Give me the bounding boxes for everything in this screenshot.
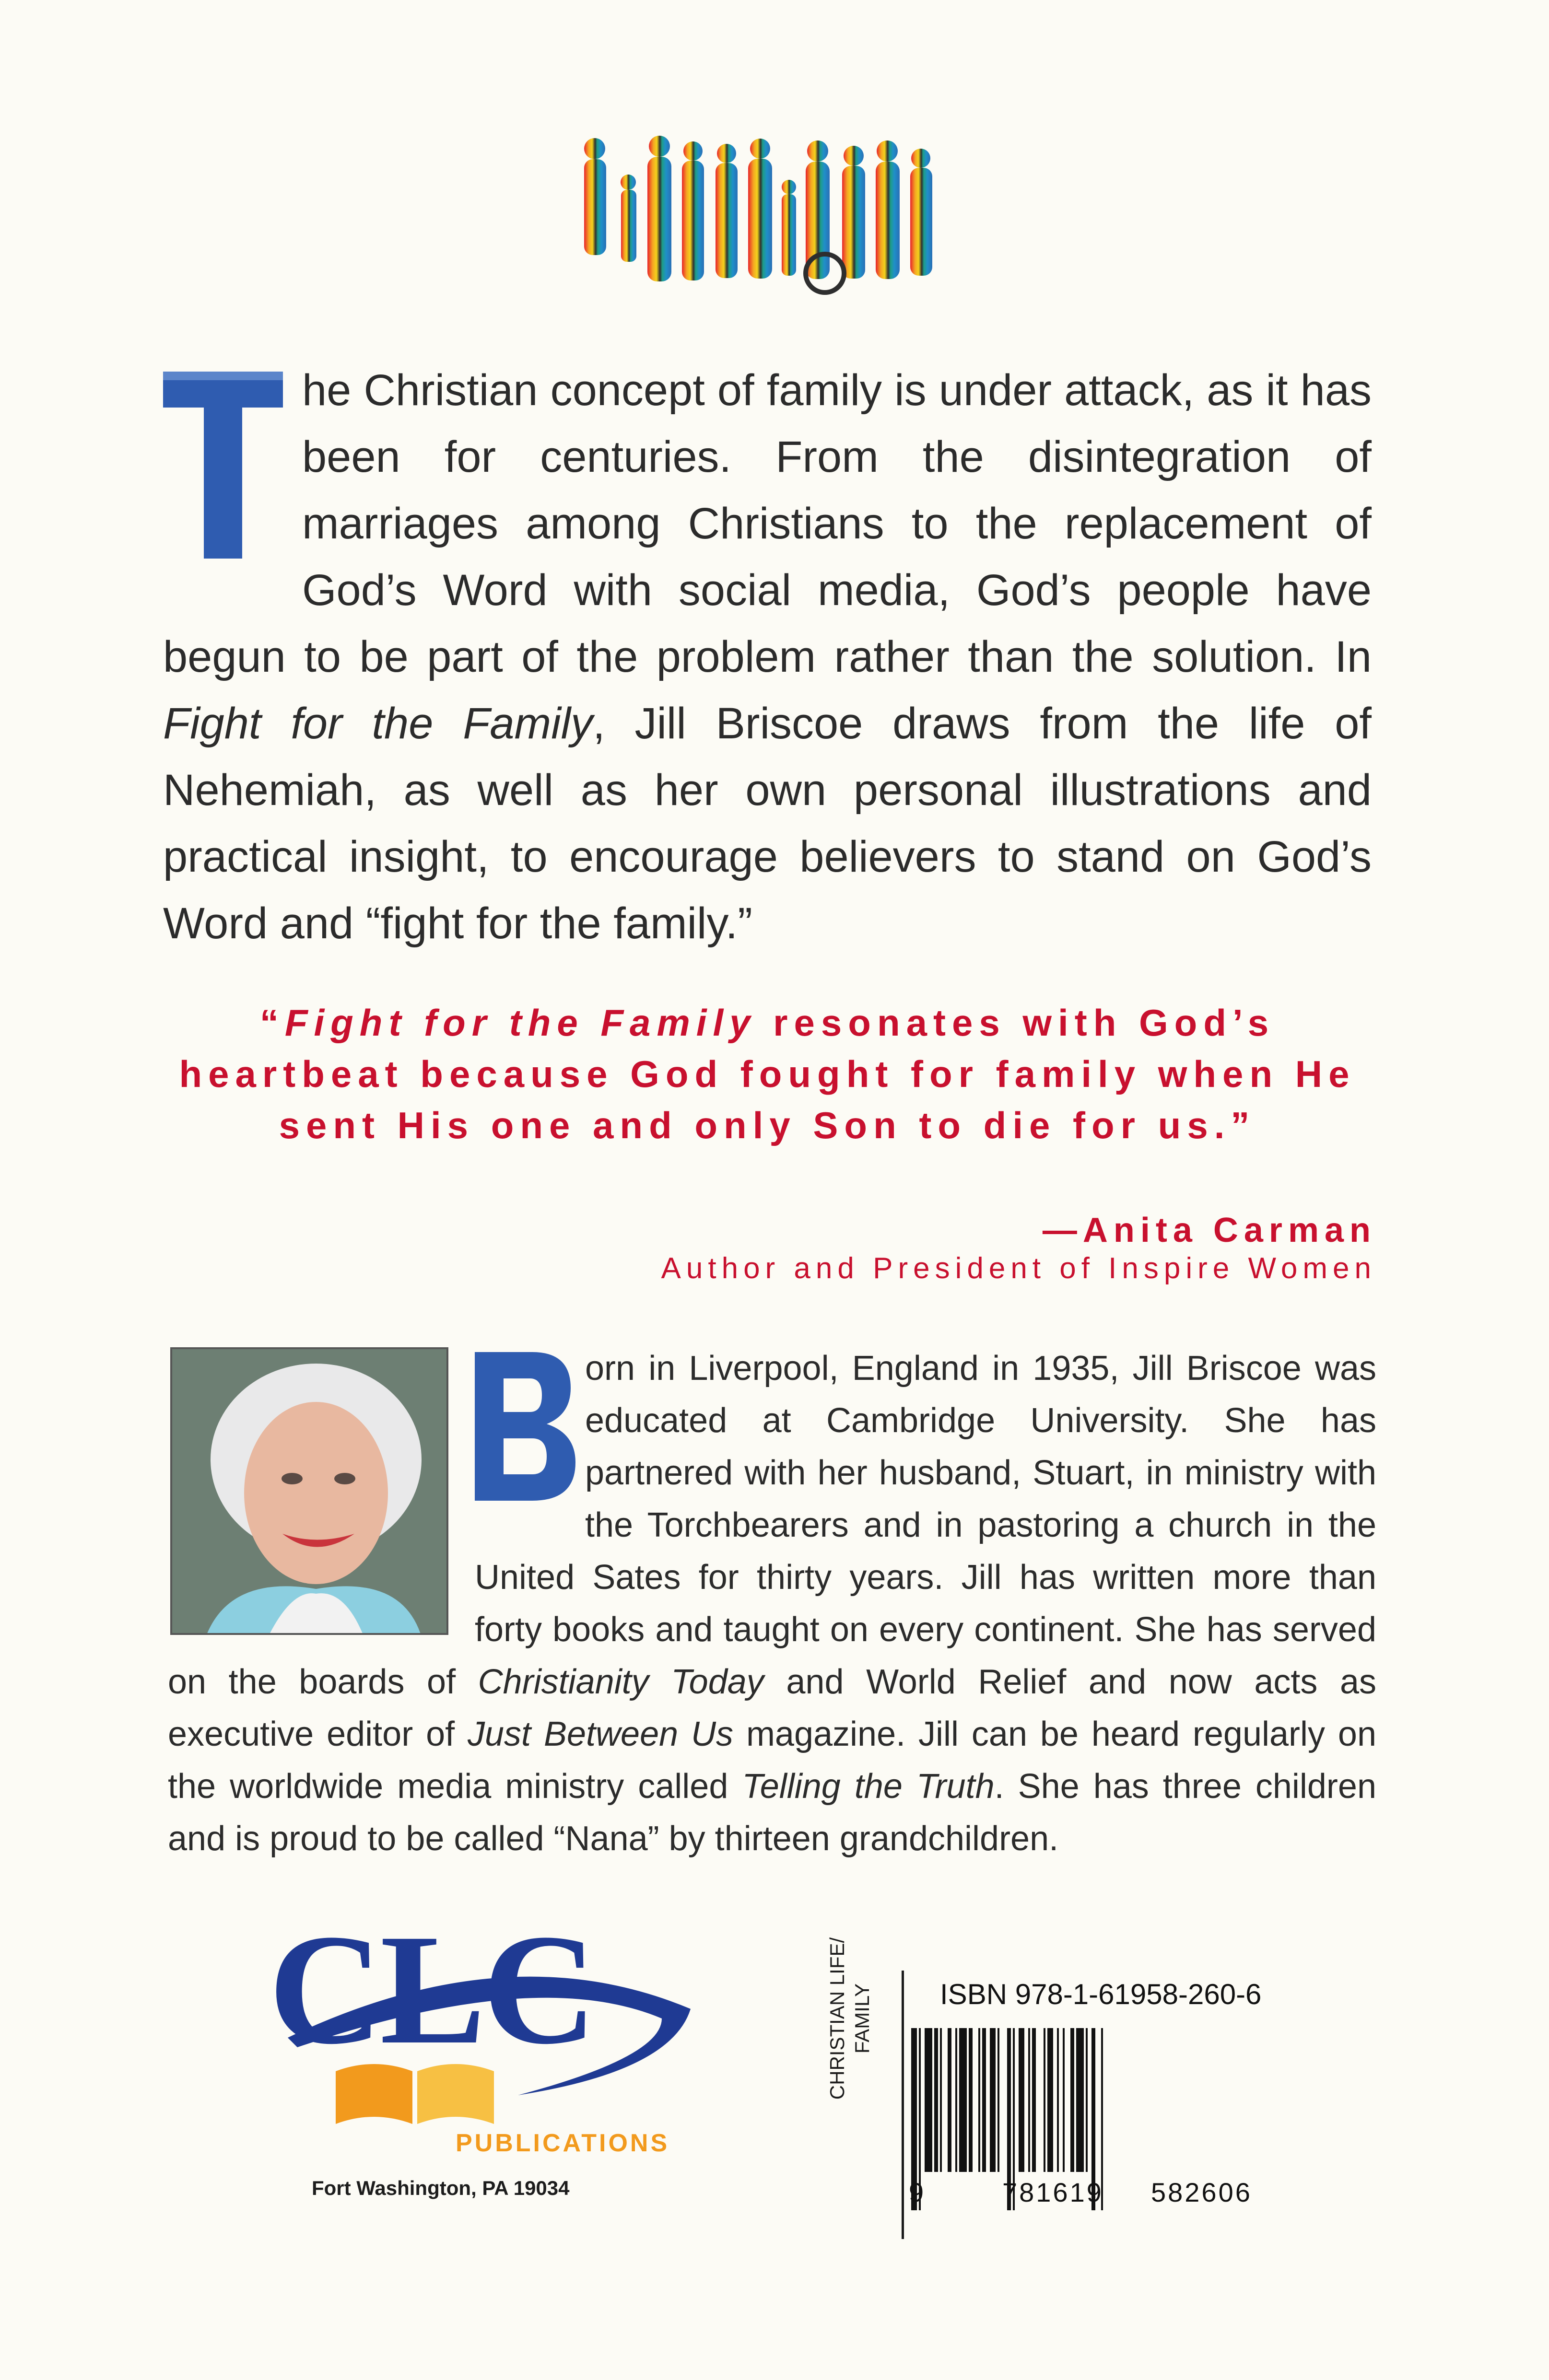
quote-text: resonates with God’s heartbeat because God fought for family when He sent His one and only Son to die for us.”	[179, 1002, 1356, 1146]
barcode-bar	[940, 2028, 942, 2172]
barcode-bar	[969, 2028, 973, 2172]
barcode-bar	[978, 2028, 980, 2172]
quote-book-title: Fight for the Family	[284, 1002, 757, 1044]
barcode-bar	[959, 2028, 967, 2172]
bio-text-4: . She has three children and is proud to be called “Nana” by thirteen grandchildren.	[168, 1767, 1376, 1858]
bio-italic-3: Telling the Truth	[742, 1767, 995, 1806]
category-label	[825, 1918, 902, 2119]
dropcap-b	[475, 1352, 575, 1501]
barcode-bar	[1032, 2028, 1036, 2172]
barcode-bar	[948, 2028, 951, 2172]
barcode-bar	[925, 2028, 932, 2172]
isbn-number: ISBN 978-1-61958-260-6	[940, 1978, 1262, 2010]
barcode-bar	[1076, 2028, 1084, 2172]
bio-text-2: and World Relief and now acts as executive editor of	[168, 1663, 1376, 1753]
photo-spacer	[168, 1342, 475, 1654]
bio-italic-2: Just Between Us	[468, 1715, 734, 1753]
barcode-bar	[1063, 2028, 1065, 2172]
description-paragraph	[163, 357, 1372, 957]
publisher-name: CLC	[269, 1902, 594, 2077]
barcode-bar	[1028, 2028, 1030, 2172]
author-bio	[168, 1342, 1376, 1865]
endorser-name: —Anita Carman	[1042, 1211, 1376, 1249]
barcode-bar	[1019, 2028, 1024, 2172]
publisher-city: Fort Washington, PA 19034	[312, 2177, 570, 2199]
category-line-1: CHRISTIAN LIFE/	[826, 1937, 848, 2100]
intro-text-1: he Christian concept of family is under attack, as it has been for centuries. From the disintegration of marriages among Christians to the replacement of God’s Word with social media, God’s people have begun to be part of the problem rather than the solution. In	[163, 366, 1372, 681]
barcode-bar	[1070, 2028, 1074, 2172]
barcode-divider	[902, 1971, 904, 2239]
barcode-bar	[1047, 2028, 1053, 2172]
barcode-bar	[1086, 2028, 1088, 2172]
barcode-bar	[1044, 2028, 1045, 2172]
endorser-role: Author and President of Inspire Women	[661, 1252, 1376, 1285]
barcode-bar	[955, 2028, 957, 2172]
barcode-bar	[982, 2028, 986, 2172]
bio-text-1: orn in Liverpool, England in 1935, Jill Briscoe was educated at Cambridge University. She has partnered with her husband, Stuart, in ministry with the Torchbearers and in pastoring a church in the United Sates for thirty years. Jill has written more than forty books and taught on every continent. She has served on the boards of	[168, 1349, 1376, 1701]
family-silhouettes-illustration	[575, 129, 950, 302]
endorsement-quote	[158, 997, 1376, 1151]
bio-italic-1: Christianity Today	[478, 1663, 764, 1701]
publisher-division: PUBLICATIONS	[456, 2129, 670, 2157]
category-line-2: FAMILY	[851, 1983, 873, 2054]
barcode-digits-right: 582606	[1151, 2177, 1252, 2207]
barcode-bar	[934, 2028, 938, 2172]
dropcap-t	[163, 372, 283, 559]
barcode-bar	[1057, 2028, 1059, 2172]
quote-open: “	[259, 1002, 285, 1044]
intro-book-title: Fight for the Family	[163, 699, 593, 748]
barcode-first-digit: 9	[909, 2177, 924, 2207]
intro-text-2: , Jill Briscoe draws from the life of Nehemiah, as well as her own personal illustrations and practical insight, to encourage believers to stand on God’s Word and “fight for the family.”	[163, 699, 1372, 948]
barcode-bar	[990, 2028, 996, 2172]
barcode-bar	[997, 2028, 999, 2172]
barcode-digits-left: 781619	[1002, 2177, 1103, 2207]
bio-text-3: magazine. Jill can be heard regularly on the worldwide media ministry called	[168, 1715, 1377, 1806]
